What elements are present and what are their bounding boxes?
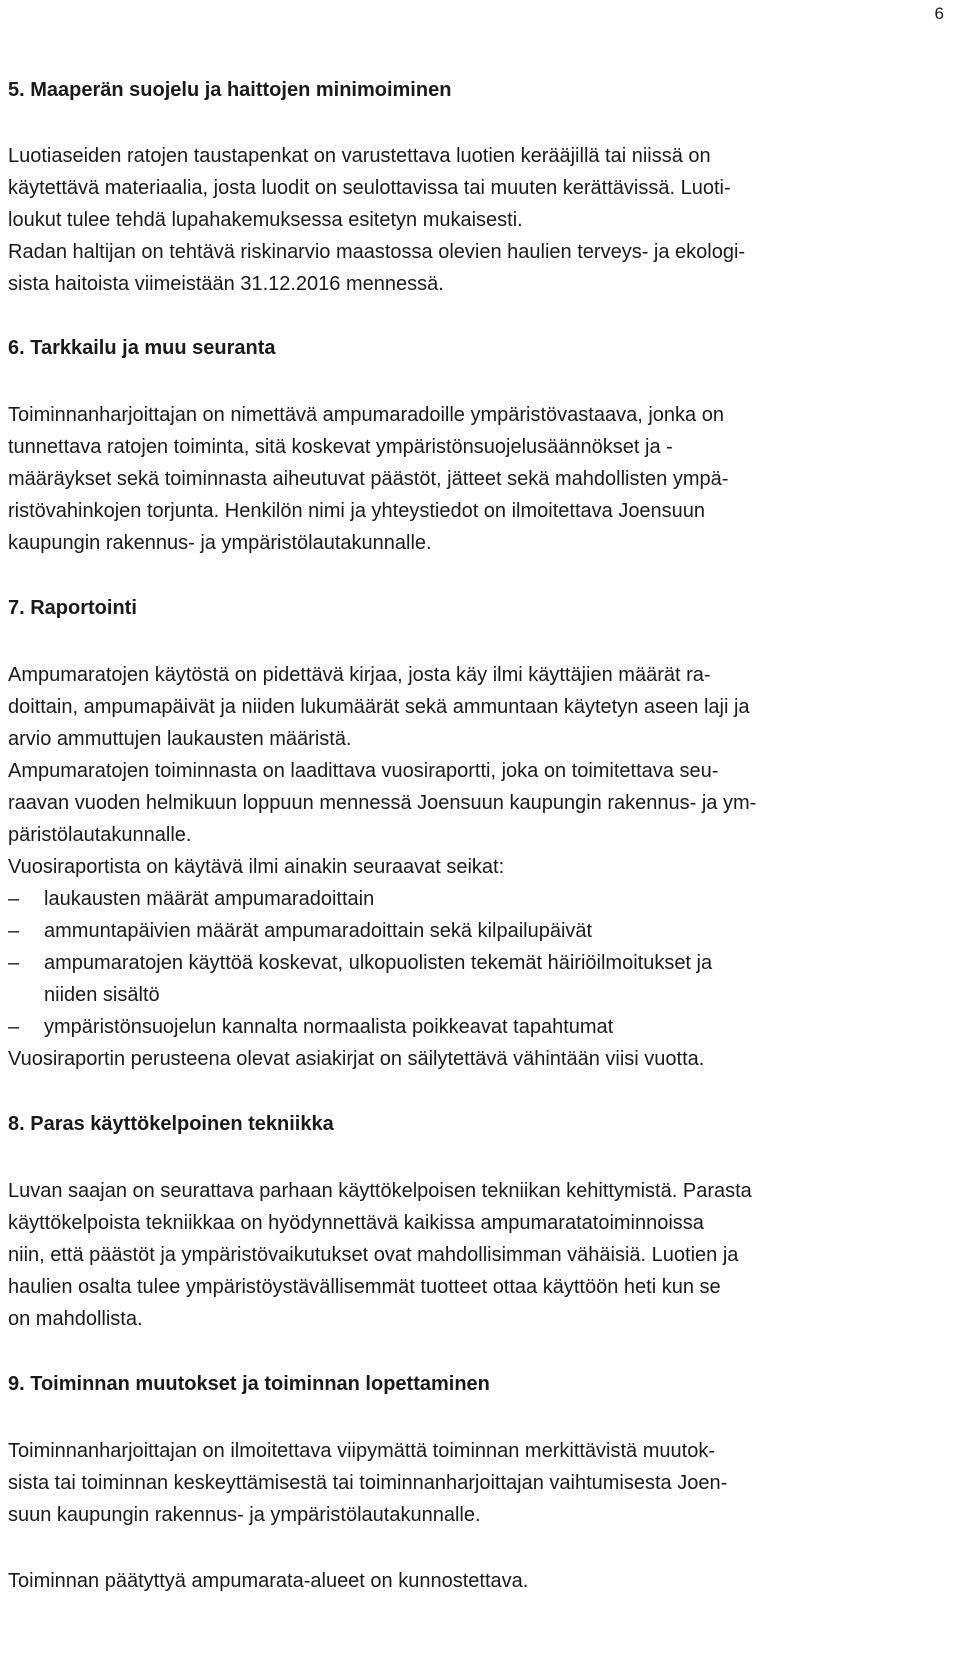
dash-bullet: – — [8, 952, 20, 974]
section-title-8: 8. Paras käyttökelpoinen tekniikka — [8, 1113, 334, 1135]
list-item — [8, 915, 936, 947]
document-body — [8, 76, 936, 1597]
section-7-closing-paragraph: Vuosiraportin perusteena olevat asiakirjat on säilytettävä vähintään viisi vuotta. — [8, 1048, 705, 1070]
section-7-paragraph-3: Vuosiraportista on käytävä ilmi ainakin seuraavat seikat: — [8, 856, 505, 878]
page-number: 6 — [934, 4, 944, 23]
report-items-list — [8, 883, 936, 1043]
section-title-6: 6. Tarkkailu ja muu seuranta — [8, 337, 276, 359]
list-item — [8, 883, 936, 915]
list-item — [8, 1011, 936, 1043]
section-6-paragraph: Toiminnanharjoittajan on nimettävä ampumaradoille ympäristövastaava, jonka on tunnettava ratojen toiminta, sitä koskevat ympäristönsuojelusäännökset ja - määräykset sekä toiminnasta aiheutuvat päästöt, jätteet sekä mahdollisten ympä- ristövahinkojen torjunta. Henkilön nimi ja yhteystiedot on ilmoitettava Joensuun kaupungin rakennus- ja ympäristölautakunnalle. — [8, 404, 729, 554]
list-item — [8, 947, 936, 1011]
section-title-5: 5. Maaperän suojelu ja haittojen minimoiminen — [8, 79, 452, 101]
section-7-paragraph-2: Ampumaratojen toiminnasta on laadittava vuosiraportti, joka on toimitettava seu- raavan vuoden helmikuun loppuun mennessä Joensuun kaupungin rakennus- ja ym- päristölautakunnalle. — [8, 760, 757, 846]
list-item-text: ampumaratojen käyttöä koskevat, ulkopuolisten tekemät häiriöilmoitukset ja niiden sisältö — [44, 952, 713, 1006]
section-title-7: 7. Raportointi — [8, 597, 137, 619]
section-9-paragraph-2: Toiminnan päätyttyä ampumarata-alueet on kunnostettava. — [8, 1570, 529, 1592]
section-9-paragraph-1: Toiminnanharjoittajan on ilmoitettava viipymättä toiminnan merkittävistä muutok- sista tai toiminnan keskeyttämisestä tai toiminnanharjoittajan vaihtumisesta Joen- suun kaupungin rakennus- ja ympäristölautakunnalle. — [8, 1440, 728, 1526]
list-item-text: laukausten määrät ampumaradoittain — [44, 888, 375, 910]
list-item-text: ammuntapäivien määrät ampumaradoittain sekä kilpailupäivät — [44, 920, 593, 942]
dash-bullet: – — [8, 1016, 20, 1038]
dash-bullet: – — [8, 920, 20, 942]
dash-bullet: – — [8, 888, 20, 910]
section-7-paragraph-1: Ampumaratojen käytöstä on pidettävä kirjaa, josta käy ilmi käyttäjien määrät ra- doittain, ampumapäivät ja niiden lukumäärät sekä ammuntaan käytetyn aseen laji ja arvio ammuttujen laukausten määristä. — [8, 664, 750, 750]
list-item-text: ympäristönsuojelun kannalta normaalista poikkeavat tapahtumat — [44, 1016, 614, 1038]
section-8-paragraph: Luvan saajan on seurattava parhaan käyttökelpoisen tekniikan kehittymistä. Parasta käyttökelpoista tekniikkaa on hyödynnettävä kaikissa ampumaratatoiminnoissa niin, että päästöt ja ympäristövaikutukset ovat mahdollisimman vähäisiä. Luotien ja haulien osalta tulee ympäristöystävällisemmät tuotteet ottaa käyttöön heti kun se on mahdollista. — [8, 1180, 752, 1330]
section-title-9: 9. Toiminnan muutokset ja toiminnan lopettaminen — [8, 1373, 490, 1395]
section-5-paragraph: Luotiaseiden ratojen taustapenkat on varustettava luotien kerääjillä tai niissä on käytettävä materiaalia, josta luodit on seulottavissa tai muuten kerättävissä. Luoti- loukut tulee tehdä lupahakemuksessa esitetyn mukaisesti. Radan haltijan on tehtävä riskinarvio maastossa olevien haulien terveys- ja ekologi- sista haitoista viimeistään 31.12.2016 mennessä. — [8, 145, 746, 295]
